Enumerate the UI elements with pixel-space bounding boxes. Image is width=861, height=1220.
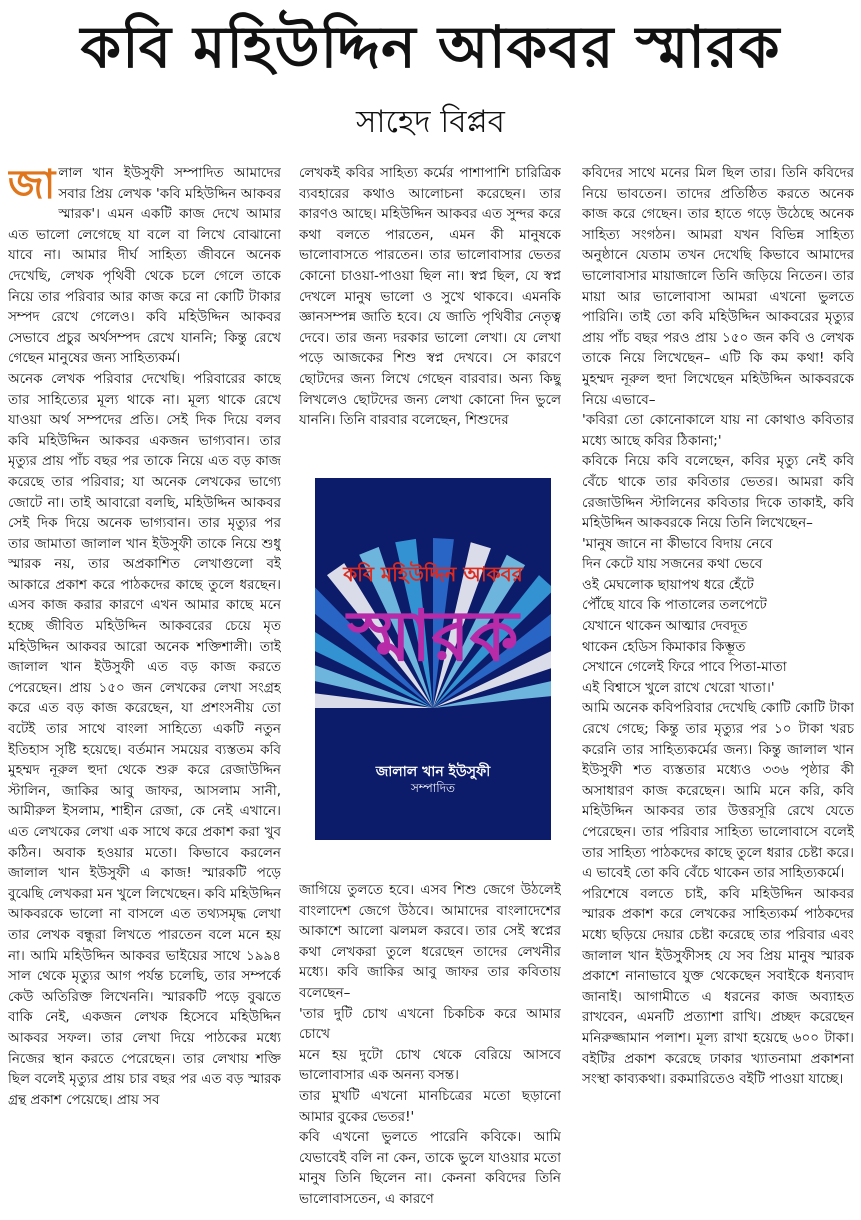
poem-line: 'মানুষ জানে না কীভাবে বিদায় নেবে [582,535,773,552]
poem-line: এই বিশ্বাসে খুলে রাখে খেরো খাতা।' [582,679,775,696]
article-column-1 [8,163,281,1215]
cover-edited-label: সম্পাদিত [410,781,456,795]
article-column-3 [582,163,854,1215]
dropcap: জা [8,163,56,208]
poem-line: দিন কেটে যায় সজনের কথা ভেবে [582,556,763,573]
article-paragraph: কবিকে নিয়ে কবি বলেছেন, কবির মৃত্যু নেই কবি বেঁচে থাকে তার কবিতার ভেতর। আমরা কবি রেজাউদ্দিন স্টালিনের কবিতার দিকে তাকাই, কবি মহিউদ্দিন আকবরকে নিয়ে তিনি লিখেছেন– [582,453,854,532]
poem-line: সেখানে গেলেই ফিরে পাবে পিতা-মাতা [582,659,787,676]
article-paragraph: লেখকই কবির সাহিত্য কর্মের পাশাপাশি চারিত্রিক ব্যবহারের কথাও আলোচনা করেছেন। তার কারণও আছে। মহিউদ্দিন আকবর এত সুন্দর করে কথা বলতে পারতেন, এমন কী মানুষকে ভালোবাসতে পারতেন। তার ভালোবাসার ভেতর কোনো চাওয়া-পাওয়া ছিল না। স্বপ্ন ছিল, যে স্বপ্ন দেখলে মানুষ ভালো ও সুখে থাকবে। এমনকি জ্ঞানসম্পন্ন জাতি হবে। যে জাতি পৃথিবীর নেতৃত্ব দেবে। তার জন্য দরকার ভালো লেখা। যে লেখা পড়ে আজকের শিশু স্বপ্ন দেখবে। সে কারণে ছোটদের জন্য লিখে গেছেন বারবার। অন্য কিছু লিখলেও ছোটদের জন্য লেখা কোনো দিন ভুলে যাননি। তিনি বারবার বলেছেন, শিশুদের [299,165,561,429]
headline: কবি মহিউদ্দিন আকবর স্মারক [80,13,781,81]
article-paragraph: জালাল খান ইউসুফী সম্পাদিত আমাদের সবার প্রিয় লেখক 'কবি মহিউদ্দিন আকবর স্মারক'। এমন একটি কাজ দেখে আমার এত ভালো লেগেছে যা বলে বা লিখে বোঝানো যাবে না। আমার দীর্ঘ সাহিত্য জীবনে অনেক দেখেছি, লেখক পৃথিবী থেকে চলে গেলে তাকে নিয়ে তার পরিবার আর কাজ করে না কোটি টাকার সম্পদ রেখে গেলেও। কবি মহিউদ্দিন আকবর সেভাবে প্রচুর অর্থসম্পদ রেখে যাননি; কিন্তু রেখে গেছেন মানুষের জন্য সাহিত্যকর্ম। [8,163,281,367]
article-column-2-top [299,163,561,463]
article-paragraph: কবি এখনো ভুলতে পারেনি কবিকে। আমি যেভাবেই বলি না কেন, তাকে ভুলে যাওয়ার মতো মানুষ তিনি ছিলেন না। কেননা কবিদের তিনি ভালোবাসতেন, এ কারণে [299,1129,561,1207]
poem-line: যেখানে থাকেন আত্মার দেবদূত [582,618,748,635]
quote-line: মনে হয় দুটো চোখ থেকে বেরিয়ে আসবে ভালোবাসার এক অনন্য বসন্ত। [299,1046,561,1084]
article-paragraph: পরিশেষে বলতে চাই, কবি মহিউদ্দিন আকবর স্মারক প্রকাশ করে লেখকের সাহিত্যকর্ম পাঠকদের মধ্যে ছড়িয়ে দেয়ার চেষ্টা করেছে তার পরিবার এবং জালাল খান ইউসুফীসহ যে সব প্রিয় মানুষ স্মারক প্রকাশে নানাভাবে যুক্ত থেকেছেন সবাইকে ধন্যবাদ জানাই। আগামীতে এ ধরনের কাজ অব্যাহত রাখবেন, এমনটি প্রত্যাশা রাখি। প্রচ্ছদ করেছেন মনিরুজ্জামান পলাশ। মূল্য রাখা হয়েছে ৬০০ টাকা। বইটির প্রকাশ করেছে ঢাকার খ্যাতনামা প্রকাশনা সংস্থা কাব্যকথা। রকমারিতেও বইটি পাওয়া যাচ্ছে। [582,885,854,1088]
poem-line: ওই মেঘলোক ছায়াপথ ধরে হেঁটে [582,576,754,593]
quote-line: 'তার দুটি চোখ এখনো চিকচিক করে আমার চোখে [299,1005,561,1043]
article-paragraph: অনেক লেখক পরিবার দেখেছি। পরিবারের কাছে তার সাহিত্যের মূল্য থাকে না। মূল্য থাকে রেখে যাওয়া অর্থ সম্পদের প্রতি। সেই দিক দিয়ে বলব কবি মহিউদ্দিন আকবর একজন ভাগ্যবান। তার মৃত্যুর প্রায় পাঁচ বছর পর তাকে নিয়ে এত বড় কাজ করেছে তার পরিবার; যা অনেক লেখকের ভাগ্যে জোটে না। তাই আবারো বলছি, মহিউদ্দিন আকবর সেই দিক দিয়ে অনেক ভাগ্যবান। তার মৃত্যুর পর তার জামাতা জালাল খান ইউসুফী তাকে নিয়ে শুধু স্মারক নয়, তার অপ্রকাশিত লেখাগুলো বই আকারে প্রকাশ করে পাঠকদের কাছে তুলে ধরছেন। এসব কাজ করার কারণে এখন আমার কাছে মনে হচ্ছে জীবিত মহিউদ্দিন আকবরের চেয়ে মৃত মহিউদ্দিন আকবর আরো অনেক শক্তিশালী। তাই জালাল খান ইউসুফী এত বড় কাজ করতে পেরেছেন। প্রায় ১৫০ জন লেখকের লেখা সংগ্রহ করে এত বড় কাজ করেছেন, যা প্রশংসনীয় তো বটেই তার সাথে বাংলা সাহিত্যে একটি নতুন ইতিহাস সৃষ্টি হয়েছে। বর্তমান সময়ের ব্যস্ততম কবি মুহম্মদ নূরুল হুদা থেকে শুরু করে রেজাউদ্দিন স্টালিন, জাকির আবু জাফর, আসলাম সানী, আমীরুল ইসলাম, শাহীন রেজা, কে নেই এখানে। এত লেখকের লেখা এক সাথে করে প্রকাশ করা খুব কঠিন। অবাক হওয়ার মতো। কিভাবে করলেন জালাল খান ইউসুফী এ কাজ! স্মারকটি পড়ে বুঝেছি লেখকরা মন খুলে লিখেছেন। কবি মহিউদ্দিন আকবরকে ভালো না বাসলে এত তথ্যসমৃদ্ধ লেখা তার লেখক বন্ধুরা লিখতে পারতেন বলে মনে হয় না। আমি মহিউদ্দিন আকবর ভাইয়ের সাথে ১৯৯৪ সাল থেকে মৃত্যুর আগ পর্যন্ত চলেছি, তার সম্পর্কে কেউ অতিরিক্ত লিখেননি। স্মারকটি পড়ে বুঝতে বাকি নেই, একজন লেখক হিসেবে মহিউদ্দিন আকবর সফল। তার লেখা দিয়ে পাঠকের মধ্যে নিজের স্থান করতে পেরেছেন। তার লেখায় শক্তি ছিল বলেই মৃত্যুর প্রায় চার বছর পর এত বড় স্মারক গ্রন্থ প্রকাশ পেয়েছে। প্রায় সব [8,370,281,1108]
poem-line: থাকেন হেডিস কিমাকার কিম্ভূত [582,638,746,655]
book-cover-image [315,478,551,840]
quote-line: তার মুখটি এখনো মানচিত্রের মতো ছড়ানো আমার বুকের ভেতর!' [299,1087,561,1125]
article-paragraph: কবিদের সাথে মনের মিল ছিল তার। তিনি কবিদের নিয়ে ভাবতেন। তাদের প্রতিষ্ঠিত করতে অনেক কাজ করে গেছেন। তার হাতে গড়ে উঠেছে অনেক সাহিত্য সংগঠন। আমরা যখন বিভিন্ন সাহিত্য অনুষ্ঠানে যেতাম তখন দেখেছি কিভাবে আমাদের ভালোবাসার মায়াজালে তিনি জড়িয়ে নিতেন। তার মায়া আর ভালোবাসা আমরা এখনো ভুলতে পারিনি। তাই তো কবি মহিউদ্দিন আকবরের মৃত্যুর প্রায় পাঁচ বছর পরও প্রায় ১৫০ জন কবি ও লেখক তাকে নিয়ে লিখেছেন– এটি কি কম কথা! কবি মুহম্মদ নূরুল হুদা লিখেছেন মহিউদ্দিন আকবরকে নিয়ে এভাবে– [582,165,854,408]
cover-editor-name: জালাল খান ইউসুফী [375,764,491,780]
cover-author-title: কবি মহিউদ্দিন আকবর [343,562,523,586]
cover-main-title: স্মারক [347,594,519,677]
article-paragraph: আমি অনেক কবিপরিবার দেখেছি কোটি কোটি টাকা রেখে গেছে; কিন্তু তার মৃত্যুর পর ১০ টাকা খরচ করেনি তার সাহিত্যকর্মের জন্য। কিন্তু জালাল খান ইউসুফী শত ব্যস্ততার মধ্যেও ৩৩৬ পৃষ্ঠার কী অসাধারণ কাজ করেছেন। আমি মনে করি, কবি মহিউদ্দিন আকবর তার উত্তরসূরি রেখে যেতে পেরেছেন। তার পরিবার সাহিত্য ভালোবাসে বলেই তার সাহিত্য পাঠকদের কাছে তুলে ধরার চেষ্টা করে। এ ভাবেই তো কবি বেঁচে থাকেন তার সাহিত্যকর্মে। [582,700,854,882]
article-paragraph: জাগিয়ে তুলতে হবে। এসব শিশু জেগে উঠলেই বাংলাদেশ জেগে উঠবে। আমাদের বাংলাদেশের আকাশে আলো ঝলমল করবে। তার সেই স্বপ্নের কথা লেখকরা তুলে ধরেছেন তাদের লেখনীর মধ্যে। কবি জাকির আবু জাফর তার কবিতায় বলেছেন– [299,882,561,1001]
poem-line: পৌঁছে যাবে কি পাতালের তলপেটে [582,597,767,614]
article-column-2-bottom [299,880,561,1215]
quote-line: 'কবিরা তো কোনোকালে যায় না কোথাও কবিতার মধ্যে আছে কবির ঠিকানা;' [582,412,854,449]
byline: সাহেদ বিপ্লব [356,104,505,140]
